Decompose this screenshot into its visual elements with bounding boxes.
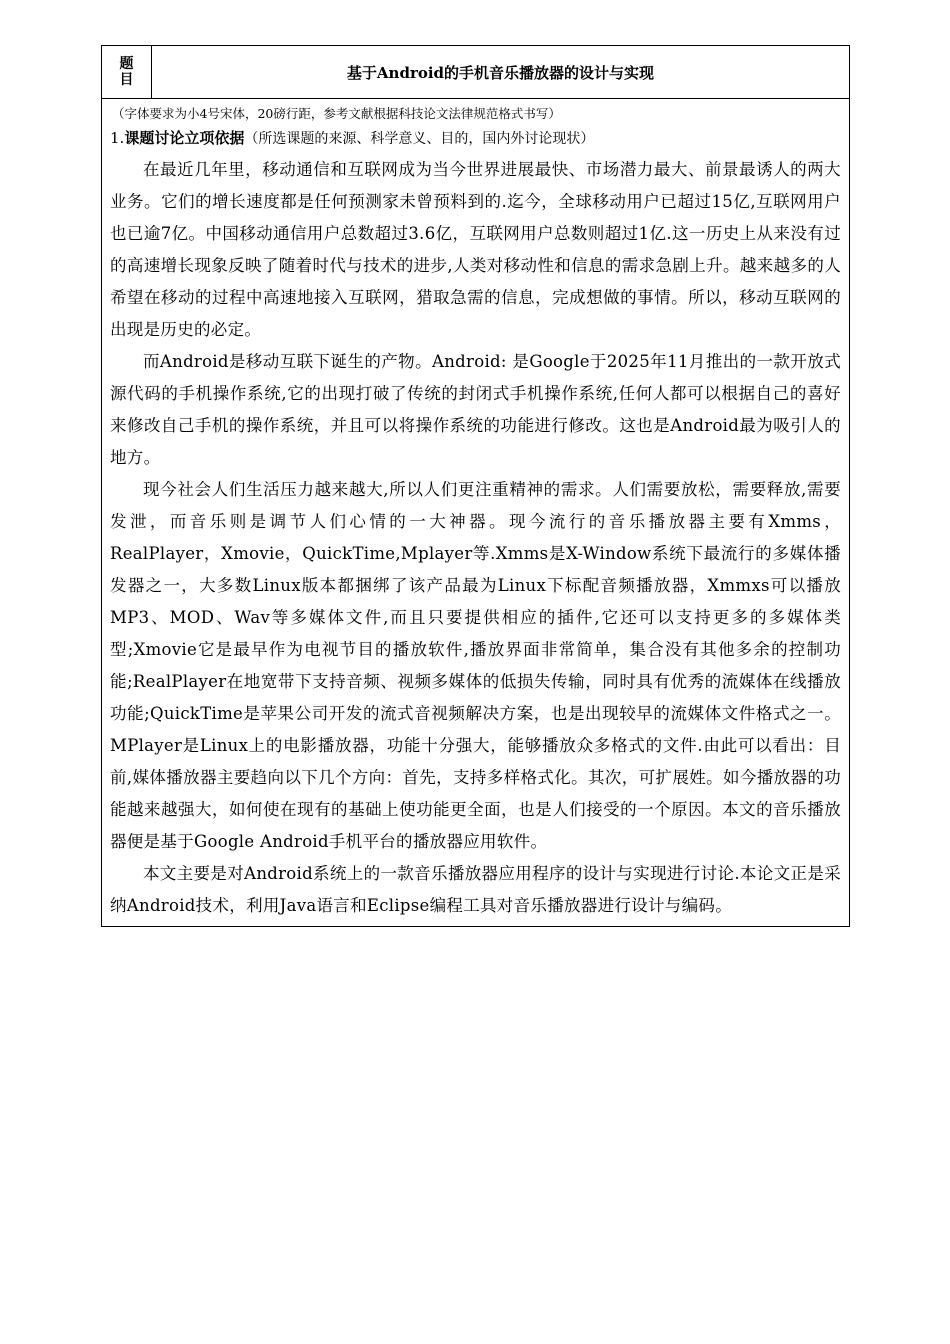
title-row — [102, 46, 849, 99]
paragraph: 而Android是移动互联下诞生的产物。Android: 是Google于2025年11月推出的一款开放式源代码的手机操作系统,它的出现打破了传统的封闭式手机操作系统,任何人都可以根据自己的喜好来修改自己手机的操作系统，并且可以将操作系统的功能进行修改。这也是Android最为吸引人的地方。 — [110, 352, 841, 467]
title-label-char: 目 — [119, 72, 134, 88]
section-title: 课题讨论立项依据 — [124, 129, 245, 147]
content-cell — [102, 99, 849, 926]
paragraph: 在最近几年里，移动通信和互联网成为当今世界进展最快、市场潜力最大、前景最诱人的两大业务。它们的增长速度都是任何预测家未曾预料到的.迄今，全球移动用户已超过15亿,互联网用户也已逾7亿。中国移动通信用户总数超过3.6亿，互联网用户总数则超过1亿.这一历史上从来没有过的高速增长现象反映了随着时代与技术的进步,人类对移动性和信息的需求急剧上升。越来越多的人希望在移动的过程中高速地接入互联网，猎取急需的信息，完成想做的事情。所以，移动互联网的出现是历史的必定。 — [110, 160, 841, 339]
paragraph: 现今社会人们生活压力越来越大,所以人们更注重精神的需求。人们需要放松，需要释放,需要发泄，而音乐则是调节人们心情的一大神器。现今流行的音乐播放器主要有Xmms，RealPlayer，Xmovie，QuickTime,Mplayer等.Xmms是X-Window系统下最流行的多媒体播发器之一，大多数Linux版本都捆绑了该产品最为Linux下标配音频播放器，Xmmxs可以播放MP3、MOD、Wav等多媒体文件,而且只要提供相应的插件,它还可以支持更多的多媒体类型;Xmovie它是最早作为电视节目的播放软件,播放界面非常简单，集合没有其他多余的控制功能;RealPlayer在地宽带下支持音频、视频多媒体的低损失传输，同时具有优秀的流媒体在线播放功能;QuickTime是苹果公司开发的流式音视频解决方案，也是出现较早的流媒体文件格式之一。MPlayer是Linux上的电影播放器，功能十分强大，能够播放众多格式的文件.由此可以看出：目前,媒体播放器主要趋向以下几个方向：首先，支持多样格式化。其次，可扩展姓。如今播放器的功能越来越强大，如何使在现有的基础上使功能更全面，也是人们接受的一个原因。本文的音乐播放器便是基于Google Android手机平台的播放器应用软件。 — [110, 480, 841, 851]
paragraph: 本文主要是对Android系统上的一款音乐播放器应用程序的设计与实现进行讨论.本论文正是采纳Android技术，利用Java语言和Eclipse编程工具对音乐播放器进行设计与编码。 — [110, 864, 841, 915]
format-note: （字体要求为小4号宋体，20磅行距，参考文献根据科技论文法律规范格式书写） — [112, 106, 561, 121]
section-number: 1. — [110, 129, 125, 147]
proposal-form-table — [101, 45, 850, 927]
title-label-char: 题 — [119, 56, 134, 72]
thesis-title: 基于Android的手机音乐播放器的设计与实现 — [346, 63, 655, 82]
section-subtitle: （所选课题的来源、科学意义、目的，国内外讨论现状） — [244, 131, 595, 147]
section-heading — [110, 127, 841, 150]
title-label-cell — [102, 46, 152, 98]
